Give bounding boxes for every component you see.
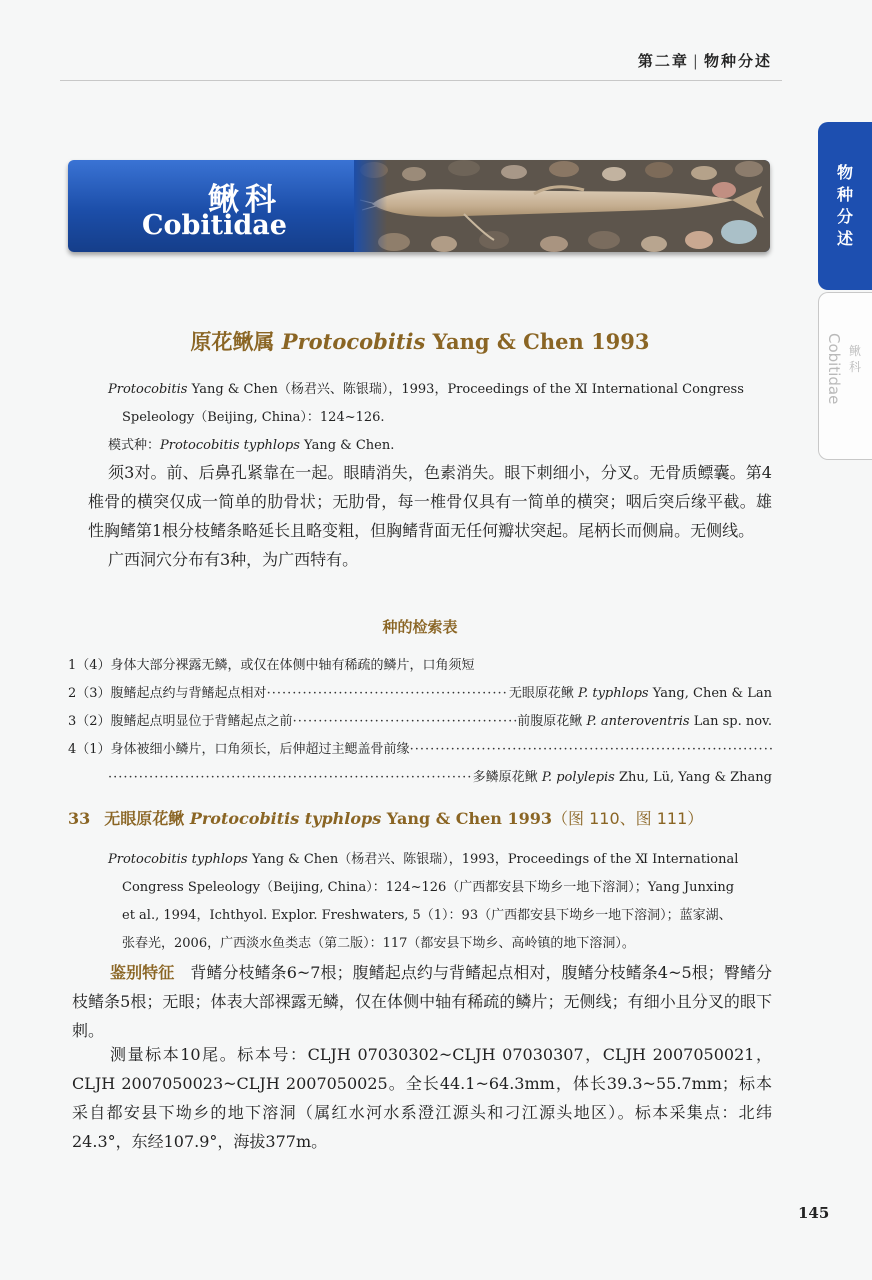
key-result-author: Lan sp. nov. [689,714,772,729]
species-citation-latin: Protocobitis typhlops [108,852,248,867]
diagnosis-label: 鉴别特征 [110,963,175,982]
type-species-line [108,432,394,460]
genus-citation-line [108,376,772,404]
page-number: 145 [798,1204,830,1222]
header-separator: | [692,52,700,70]
key-num: 4（1） [68,742,111,757]
species-citation [108,846,772,958]
key-result-cn: 多鳞原花鳅 [472,770,542,785]
figure-reference: （图 110、图 111） [552,809,704,828]
side-tab-active-label [818,162,872,250]
key-result-author: Yang, Chen & Lan [648,686,772,701]
genus-citation [108,376,772,432]
side-tab-cn-label: 鳅科 [849,344,862,374]
key-result-author: Zhu, Lü, Yang & Zhang [614,770,772,785]
key-row-2 [68,680,772,708]
type-species-author: Yang & Chen. [299,438,395,453]
genus-name-latin: Protocobitis [281,329,426,354]
key-leader-dots [410,736,772,764]
key-leader-dots [108,764,473,792]
genus-citation-latin: Protocobitis [108,382,188,397]
measurement-section [72,1040,772,1156]
family-banner [68,160,770,252]
key-row-1 [68,652,772,680]
genus-heading [0,326,840,356]
side-tab-latin-label: Cobitidae [825,333,843,405]
genus-name-cn: 原花鳅属 [190,329,275,354]
species-number: 33 [68,809,91,828]
genus-citation-text-1: Yang & Chen（杨君兴、陈银瑞），1993，Proceedings of the Ⅺ International Congress [187,382,744,397]
species-citation-line [108,846,772,874]
species-citation-text-1: Yang & Chen（杨君兴、陈银瑞），1993，Proceedings of the Ⅺ International [247,852,739,867]
genus-description-paragraph: 须3对。前、后鼻孔紧靠在一起。眼睛消失，色素消失。眼下刺细小，分叉。无骨质鳔囊。第4椎骨的横突仅成一简单的肋骨状；无肋骨，每一椎骨仅具有一简单的横突；咽后突后缘平截。雄性胸鳍第1根分枝鳍条略延长且略变粗，但胸鳍背面无任何瓣状突起。尾柄长而侧扁。无侧线。 [88,463,772,540]
banner-title-latin: Cobitidae [142,210,287,241]
key-num: 3（2） [68,714,111,729]
side-tab-species-accounts[interactable] [818,122,872,290]
species-citation-text-2: Congress Speleology（Beijing, China）：124~126（广西都安县下坳乡一地下溶洞）；Yang Junxing [122,880,735,895]
key-result-latin: P. typhlops [577,686,649,701]
key-result-cn: 前腹原花鳅 [517,714,587,729]
key-result-latin: P. anteroventris [586,714,690,729]
key-result-cn: 无眼原花鳅 [508,686,578,701]
banner-title-cn: 鳅科 [208,182,282,218]
side-tab-cobitidae[interactable] [818,292,872,460]
species-name-latin: Protocobitis typhlops [189,809,382,828]
diagnosis-text: 背鳍分枝鳍条6~7根；腹鳍起点约与背鳍起点相对，腹鳍分枝鳍条4~5根；臀鳍分枝鳍条5根；无眼；体表大部裸露无鳞，仅在体侧中轴有稀疏的鳞片；无侧线；有细小且分叉的眼下刺。 [72,963,772,1040]
diagnosis-section [72,958,772,1045]
key-row-4-continued [68,764,772,792]
section-label: 物种分述 [703,52,772,70]
distribution-paragraph: 广西洞穴分布有3种，为广西特有。 [108,550,359,569]
measurement-paragraph: 测量标本10尾。标本号：CLJH 07030302~CLJH 07030307，CLJH 2007050021，CLJH 2007050023~CLJH 2007050025。全长44.1~64.3mm，体长39.3~55.7mm；标本采自都安县下坳乡的地下溶洞（属红水河水系澄江源头和刁江源头地区）。标本采集点：北纬24.3°，东经107.9°，海拔377m。 [72,1045,772,1151]
species-citation-text-4: 张春光，2006，广西淡水鱼类志（第二版）：117（都安县下坳乡、高岭镇的地下溶洞）。 [122,936,635,951]
header-rule [60,80,782,81]
key-row-3 [68,708,772,736]
genus-citation-text-2: Speleology（Beijing, China）：124~126. [122,410,385,425]
running-header [638,50,772,71]
species-citation-text-3: et al., 1994，Ichthyol. Explor. Freshwaters, 5（1）：93（广西都安县下坳乡一地下溶洞）；蓝家湖、 [122,908,732,923]
key-text: 身体大部分裸露无鳞，或仅在体侧中轴有稀疏的鳞片，口角须短 [110,658,475,673]
key-text: 腹鳍起点约与背鳍起点相对 [110,686,267,701]
loach-photo [354,160,770,252]
diagnosis-paragraph [72,958,772,1045]
species-name-cn: 无眼原花鳅 [104,809,190,828]
chapter-label: 第二章 [637,52,689,70]
genus-description [88,458,772,574]
side-tab-active-text: 物种分述 [837,163,854,248]
key-num: 2（3） [68,686,111,701]
key-text: 腹鳍起点明显位于背鳍起点之前 [110,714,293,729]
key-result-latin: P. polylepis [541,770,615,785]
type-species-name: Protocobitis typhlops [160,438,300,453]
key-row-4 [68,736,772,764]
key-leader-dots [267,680,509,708]
type-species-label: 模式种： [108,438,161,453]
key-result [473,764,772,792]
key-num: 1（4） [68,658,111,673]
genus-author: Yang & Chen 1993 [432,329,650,354]
species-author: Yang & Chen 1993 [381,809,553,828]
species-key [68,652,772,792]
key-text: 身体被细小鳞片，口角须长，后伸超过主鳃盖骨前缘 [110,742,410,757]
key-result [509,680,772,708]
key-result [517,708,772,736]
species-key-title: 种的检索表 [382,618,458,636]
key-leader-dots [293,708,518,736]
species-heading [68,806,703,829]
